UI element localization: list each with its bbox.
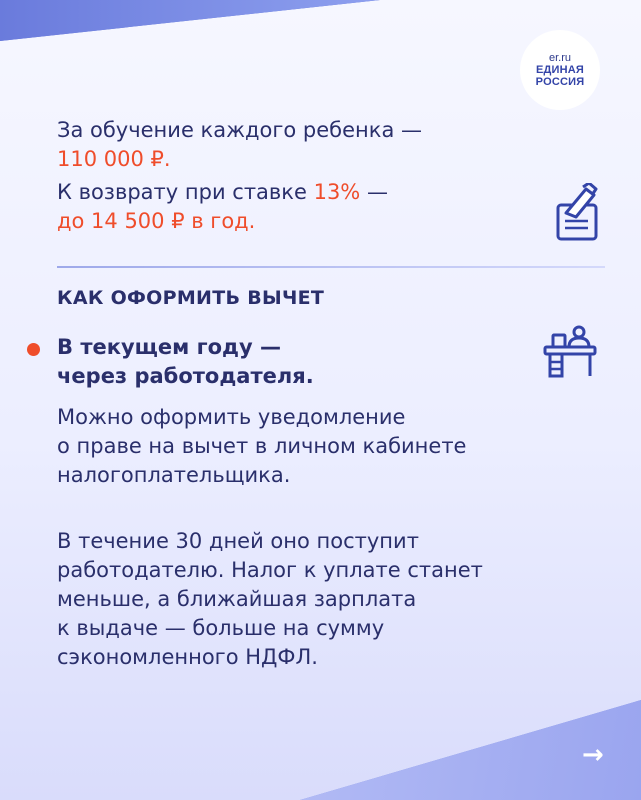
office-desk-icon [543,325,597,379]
info-line2 [57,178,388,207]
paragraph1-line2: о праве на вычет в личном кабинете [57,434,467,458]
paragraph1-line1: Можно оформить уведомление [57,405,406,429]
paragraph2-line4: к выдаче — больше на сумму [57,616,385,640]
paragraph2-line2: работодателю. Налог к уплате станет [57,558,483,582]
info-line2-value: до 14 500 ₽ в год. [57,209,256,233]
section-divider [57,266,605,268]
document-signing-icon [552,183,604,243]
info-line2-suffix: — [360,180,388,204]
arrow-right-icon[interactable]: → [582,740,604,770]
paragraph2-line3: меньше, а ближайшая зарплата [57,587,417,611]
option-title-line1: В текущем году — [57,335,281,359]
logo-site: er.ru [548,52,571,64]
info-line1: За обучение каждого ребенка — [57,118,423,142]
paragraph2-line1: В течение 30 дней оно поступит [57,529,419,553]
option-title-line2: через работодателя. [57,364,314,388]
paragraph2-line5: сэкономленного НДФЛ. [57,645,318,669]
section-heading: КАК ОФОРМИТЬ ВЫЧЕТ [57,287,325,309]
logo-name-line2: РОССИЯ [535,76,585,88]
info-rate: 13% [313,180,361,204]
logo-name-line1: ЕДИНАЯ [535,64,585,76]
party-logo [520,30,600,110]
info-line2-prefix: К возврату при ставке [57,180,314,204]
bullet-dot [27,343,40,356]
paragraph1-line3: налогоплательщика. [57,463,291,487]
info-line1-value: 110 000 ₽. [57,147,171,171]
